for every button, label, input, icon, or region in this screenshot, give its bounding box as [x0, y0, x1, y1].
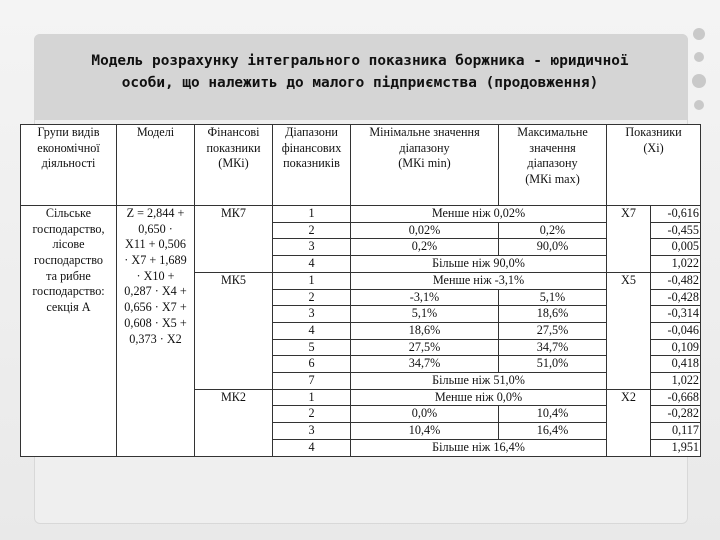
range-number: 3 — [273, 306, 351, 323]
range-max: 27,5% — [499, 322, 607, 339]
range-number: 1 — [273, 206, 351, 223]
score-value: 0,117 — [651, 423, 701, 440]
range-max: 16,4% — [499, 423, 607, 440]
score-value: 0,005 — [651, 239, 701, 256]
range-number: 4 — [273, 322, 351, 339]
range-min: 0,2% — [351, 239, 499, 256]
range-max: 34,7% — [499, 339, 607, 356]
range-max: 5,1% — [499, 289, 607, 306]
group-line: господарство, — [32, 221, 105, 236]
range-max: 0,2% — [499, 222, 607, 239]
range-number: 3 — [273, 239, 351, 256]
range-number: 7 — [273, 373, 351, 390]
group-line: лісове — [52, 237, 85, 252]
range-number: 3 — [273, 423, 351, 440]
range-number: 6 — [273, 356, 351, 373]
model-formula-line: · X7 + 1,689 — [124, 253, 187, 268]
model-formula-line: X11 + 0,506 — [125, 237, 186, 252]
range-number: 4 — [273, 439, 351, 456]
indicator-cell: МК7 — [195, 206, 273, 273]
range-number: 2 — [273, 289, 351, 306]
header-min-value: Мінімальне значення діапазону (МКi min) — [351, 125, 499, 206]
indicator-cell: МК2 — [195, 389, 273, 456]
model-formula-line: 0,650 · — [138, 221, 173, 236]
range-number: 4 — [273, 256, 351, 273]
range-text: Менше ніж 0,0% — [351, 389, 607, 406]
table-header-row — [21, 125, 701, 206]
indicator-cell: МК5 — [195, 272, 273, 389]
score-variable: X2 — [607, 389, 651, 456]
model-formula-line: 0,287 · X4 + — [124, 284, 187, 299]
title-line-1: Модель розрахунку інтегрального показника боржника - юридичної — [91, 53, 629, 69]
range-max: 10,4% — [499, 406, 607, 423]
range-text: Більше ніж 51,0% — [351, 373, 607, 390]
group-cell — [21, 206, 117, 457]
slide-title — [40, 50, 680, 94]
group-line: господарство: — [32, 284, 105, 299]
range-text: Більше ніж 16,4% — [351, 439, 607, 456]
model-formula-line: · X10 + — [136, 268, 175, 283]
header-models: Моделі — [117, 125, 195, 206]
score-value: 0,109 — [651, 339, 701, 356]
range-min: 34,7% — [351, 356, 499, 373]
range-text: Більше ніж 90,0% — [351, 256, 607, 273]
score-value: 1,022 — [651, 256, 701, 273]
header-ranges: Діапазони фінансових показників — [273, 125, 351, 206]
range-number: 1 — [273, 389, 351, 406]
decorative-circles — [690, 28, 708, 122]
header-max-value: Максимальне значення діапазону (МКi max) — [499, 125, 607, 206]
model-formula-line: 0,656 · X7 + — [124, 300, 187, 315]
score-value: -0,428 — [651, 289, 701, 306]
range-min: 0,0% — [351, 406, 499, 423]
score-value: -0,282 — [651, 406, 701, 423]
model-formula-line: 0,373 · X2 — [129, 331, 182, 346]
range-number: 2 — [273, 222, 351, 239]
score-variable: X5 — [607, 272, 651, 389]
model-table — [20, 124, 701, 457]
group-line: та рибне — [46, 268, 91, 283]
score-value: -0,046 — [651, 322, 701, 339]
range-min: 0,02% — [351, 222, 499, 239]
table-row — [21, 206, 701, 223]
score-value: -0,314 — [651, 306, 701, 323]
score-variable: X7 — [607, 206, 651, 273]
score-value: -0,455 — [651, 222, 701, 239]
title-line-2: особи, що належить до малого підприємства (продовження) — [121, 75, 599, 91]
range-text: Менше ніж 0,02% — [351, 206, 607, 223]
range-min: 5,1% — [351, 306, 499, 323]
score-value: 1,022 — [651, 373, 701, 390]
group-line: секція А — [46, 300, 91, 315]
range-number: 5 — [273, 339, 351, 356]
header-indicators: Фінансові показники (МКi) — [195, 125, 273, 206]
range-number: 1 — [273, 272, 351, 289]
header-groups: Групи видів економічної діяльності — [21, 125, 117, 206]
range-text: Менше ніж -3,1% — [351, 272, 607, 289]
score-value: 1,951 — [651, 439, 701, 456]
score-value: -0,482 — [651, 272, 701, 289]
range-min: 10,4% — [351, 423, 499, 440]
model-formula-line: 0,608 · X5 + — [124, 315, 187, 330]
range-max: 18,6% — [499, 306, 607, 323]
group-line: Сільське — [45, 206, 92, 220]
score-value: 0,418 — [651, 356, 701, 373]
score-value: -0,668 — [651, 389, 701, 406]
range-min: -3,1% — [351, 289, 499, 306]
model-formula-cell — [117, 206, 195, 457]
range-max: 51,0% — [499, 356, 607, 373]
group-line: господарство — [34, 253, 103, 268]
range-min: 27,5% — [351, 339, 499, 356]
header-scores: Показники (Хi) — [607, 125, 701, 206]
model-formula-line: Z = 2,844 + — [126, 206, 185, 220]
score-value: -0,616 — [651, 206, 701, 223]
range-max: 90,0% — [499, 239, 607, 256]
range-min: 18,6% — [351, 322, 499, 339]
range-number: 2 — [273, 406, 351, 423]
